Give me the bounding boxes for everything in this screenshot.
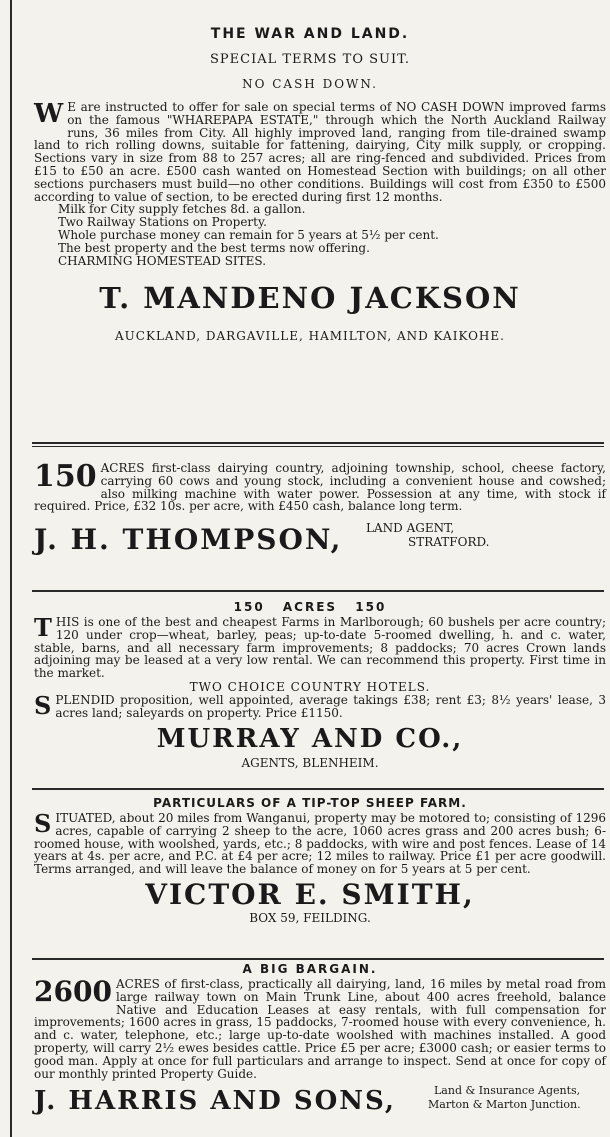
ad-war-and-land xyxy=(12,26,608,343)
point-item: The best property and the best terms now offering. xyxy=(58,240,370,255)
subhead-hotels: TWO CHOICE COUNTRY HOTELS. xyxy=(189,679,431,694)
headline-big-bargain: A BIG BARGAIN. xyxy=(242,962,378,976)
ad-body-dairying: 150 ACRES first-class dairying country, adjoining township, school, cheese factory, carrying 60 cows and young stock, including a convenient house and cowshed; also milking machine with water power. Possession at any time, with stock if required. Price, £32 10s. per acre, with £450 cash, balance long term. xyxy=(34,459,606,514)
agent-name-thompson: J. H. THOMPSON, xyxy=(34,523,343,557)
divider xyxy=(12,958,608,960)
ad-big-bargain xyxy=(12,962,608,1122)
agent-town: Marton & Marton Junction. xyxy=(428,1098,581,1112)
agent-role: LAND AGENT, xyxy=(366,521,455,536)
ad-sheep-farm xyxy=(12,796,608,925)
headline-war-and-land: THE WAR AND LAND. xyxy=(210,26,410,42)
headline-150-acres: 150 ACRES 150 xyxy=(233,600,387,614)
agent-name-jackson: T. MANDENO JACKSON xyxy=(99,281,521,316)
agent-name-murray: MURRAY AND CO., xyxy=(156,723,464,754)
ad-marlborough xyxy=(12,600,608,770)
headline-sheep-farm: PARTICULARS OF A TIP-TOP SHEEP FARM. xyxy=(153,796,467,810)
agent-name-harris: J. HARRIS AND SONS, xyxy=(34,1086,396,1117)
drop-cap-s: S xyxy=(34,690,52,720)
headline-no-cash-down: NO CASH DOWN. xyxy=(242,77,378,91)
agent-name-smith: VICTOR E. SMITH, xyxy=(145,877,475,911)
advertisement-column xyxy=(10,0,608,1137)
headline-special-terms: SPECIAL TERMS TO SUIT. xyxy=(209,52,411,67)
agent-town: STRATFORD. xyxy=(408,535,490,550)
agent-box: BOX 59, FEILDING. xyxy=(249,910,371,925)
agent-role: Land & Insurance Agents, xyxy=(434,1084,581,1098)
divider xyxy=(12,442,608,447)
point-item: Two Railway Stations on Property. xyxy=(58,215,267,230)
point-item: Whole purchase money can remain for 5 years at 5½ per cent. xyxy=(58,227,439,242)
drop-cap-t: T xyxy=(34,613,52,642)
divider xyxy=(12,590,608,592)
ad-body-bargain: 2600 ACRES of first-class, practically all dairying, land, 16 miles by metal road from large railway town on Main Trunk Line, about 400 acres freehold, balance Native and Education Leases at easy rentals, with full compensation for improvements; 1600 acres in grass, 15 paddocks, 7-roomed house with every convenience, h. and c. water, telephone, etc.; large up-to-date woolshed with machines installed. A good property, will carry 2½ ewes besides cattle. Price £5 per acre; £3000 cash; or easier terms to good man. Apply at once for full particulars and arrange to inspect. Send at once for copy of our monthly printed Property Guide. xyxy=(34,975,606,1081)
drop-cap-2600: 2600 xyxy=(34,975,112,1008)
points-list xyxy=(12,203,608,267)
point-item: CHARMING HOMESTEAD SITES. xyxy=(58,253,267,268)
agent-location: AGENTS, BLENHEIM. xyxy=(241,755,379,770)
ad-body-hotels: SPLENDID proposition, well appointed, average takings £38; rent £3; 8½ years' lease, 3 acres land; saleyards on property. Price £1150. xyxy=(34,690,606,720)
divider xyxy=(12,788,608,790)
drop-cap-s: S xyxy=(34,809,52,838)
drop-cap-w: W xyxy=(34,99,64,129)
point-item: Milk for City supply fetches 8d. a gallon. xyxy=(58,202,306,217)
ad-150-acres-dairying xyxy=(12,459,608,565)
drop-cap-150: 150 xyxy=(34,459,97,494)
agent-offices: AUCKLAND, DARGAVILLE, HAMILTON, AND KAIKOHE. xyxy=(115,329,505,344)
ad-body-sheep-farm: SITUATED, about 20 miles from Wanganui, property may be motored to; consisting of 1296 acres, capable of carrying 2 sheep to the acre, 1060 acres grass and 200 acres bush; 6-roomed house, with woolshed, yards, etc.; 8 paddocks, with wire and post fences. Lease of 14 years at 4s. per acre, and P.C. at £4 per acre; 12 miles to railway. Price £1 per acre goodwill. Terms arranged, and will leave the balance of money on for 5 years at 5 per cent. xyxy=(34,809,606,877)
ad-body-wharepapa: W E are instructed to offer for sale on special terms of NO CASH DOWN improved farms on the famous "WHAREPAPA ESTATE," through which the North Auckland Railway runs, 36 miles from City. All highly improved land, ranging from tile-drained swamp land to rich rolling downs, suitable for fattening, dairying, City milk supply, or cropping. Sections vary in size from 88 to 257 acres; all are ring-fenced and subdivided. Prices from £15 to £50 an acre. £500 cash wanted on Homestead Section with buildings; on all other sections purchasers must build—no other conditions. Buildings will cost from £350 to £500 according to value of section, to be erected during first 12 months. xyxy=(34,99,606,204)
ad-body-marlborough: THIS is one of the best and cheapest Farms in Marlborough; 60 bushels per acre country; 120 under crop—wheat, barley, peas; up-to-date 5-roomed dwelling, h. and c. water, stable, barns, and all necessary farm improvements; 8 paddocks; 70 acres Crown lands adjoining may be leased at a very low rental. We can recommend this property. First time in the market. xyxy=(34,613,606,681)
